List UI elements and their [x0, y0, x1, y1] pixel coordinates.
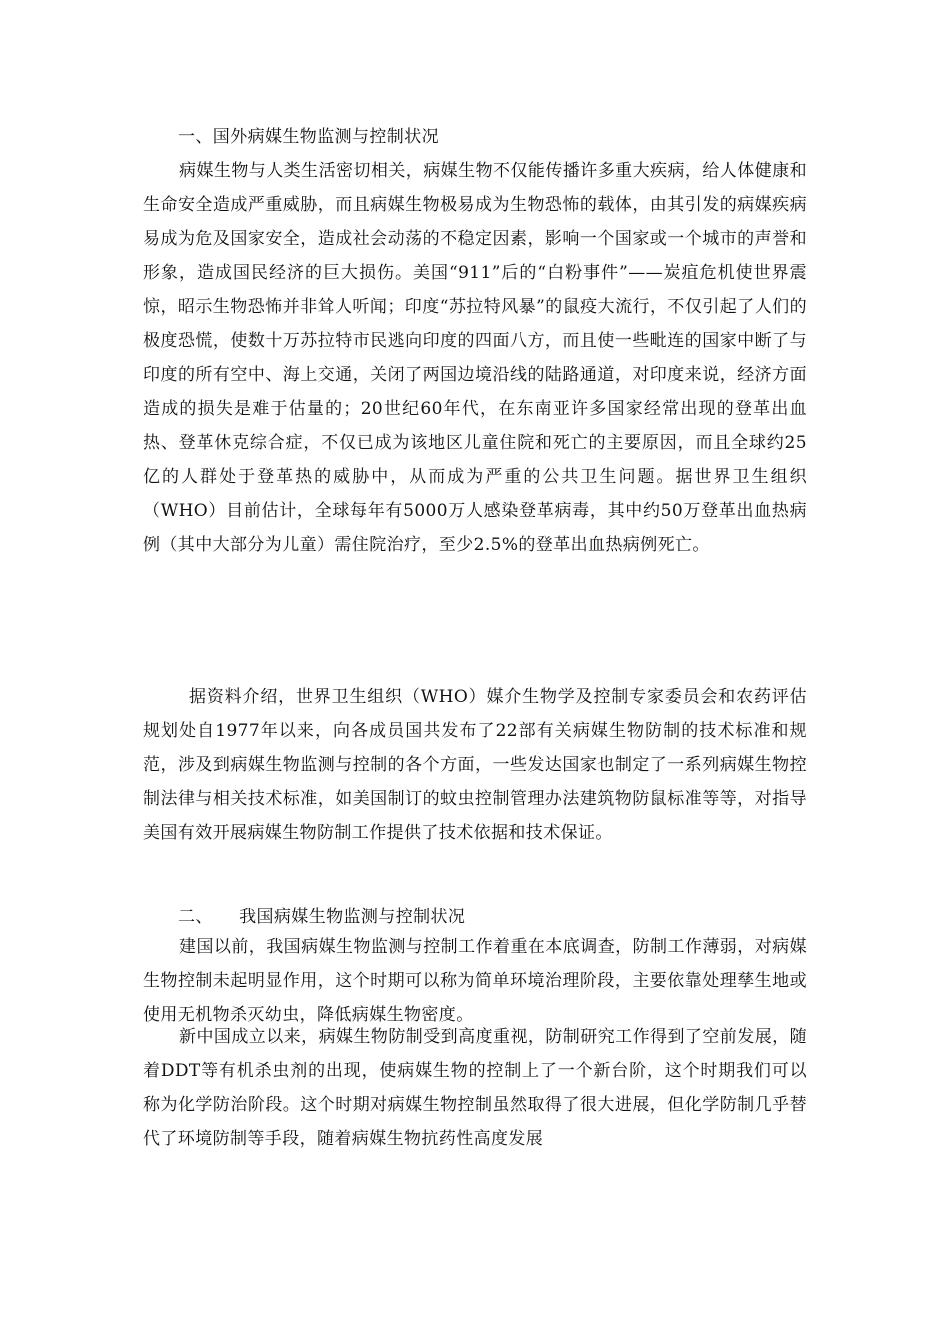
- section-heading-domestic: 二、 我国病媒生物监测与控制状况: [178, 907, 466, 927]
- paragraph-who-standards: 据资料介绍，世界卫生组织（WHO）媒介生物学及控制专家委员会和农药评估规划处自1977年以来，向各成员国共发布了22部有关病媒生物防制的技术标准和规范，涉及到病媒生物监测与控制的各个方面，一些发达国家也制定了一系列病媒生物控制法律与相关技术标准，如美国制订的蚊虫控制管理办法建筑物防鼠标准等等，对指导美国有效开展病媒生物防制工作提供了技术依据和技术保证。: [143, 687, 807, 843]
- paragraph-pre-founding: 建国以前，我国病媒生物监测与控制工作着重在本底调查，防制工作薄弱，对病媒生物控制未起明显作用，这个时期可以称为简单环境治理阶段，主要依靠处理孳生地或使用无机物杀灭幼虫，降低病媒生物密度。: [143, 937, 807, 1025]
- paragraph-post-founding: 新中国成立以来，病媒生物防制受到高度重视，防制研究工作得到了空前发展，随着DDT等有机杀虫剂的出现，使病媒生物的控制上了一个新台阶，这个时期我们可以称为化学防治阶段。这个时期对病媒生物控制虽然取得了很大进展，但化学防制几乎替代了环境防制等手段，随着病媒生物抗药性高度发展: [143, 1027, 807, 1149]
- paragraph-vector-threats: 病媒生物与人类生活密切相关，病媒生物不仅能传播许多重大疾病，给人体健康和生命安全造成严重威胁，而且病媒生物极易成为生物恐怖的载体，由其引发的病媒疾病易成为危及国家安全，造成社会动荡的不稳定因素，影响一个国家或一个城市的声誉和形象，造成国民经济的巨大损伤。美国“911”后的“白粉事件”——炭疽危机使世界震惊，昭示生物恐怖并非耸人听闻；印度“苏拉特风暴”的鼠疫大流行，不仅引起了人们的极度恐慌，使数十万苏拉特市民逃向印度的四面八方，而且使一些毗连的国家中断了与印度的所有空中、海上交通，关闭了两国边境沿线的陆路通道，对印度来说，经济方面造成的损失是难于估量的；20世纪60年代，在东南亚许多国家经常出现的登革出血热、登革休克综合症，不仅已成为该地区儿童住院和死亡的主要原因，而且全球约25亿的人群处于登革热的威胁中，从而成为严重的公共卫生问题。据世界卫生组织（WHO）目前估计，全球每年有5000万人感染登革病毒，其中约50万登革出血热病例（其中大部分为儿童）需住院治疗，至少2.5%的登革出血热病例死亡。: [143, 161, 807, 555]
- section-heading-foreign: 一、国外病媒生物监测与控制状况: [178, 127, 439, 147]
